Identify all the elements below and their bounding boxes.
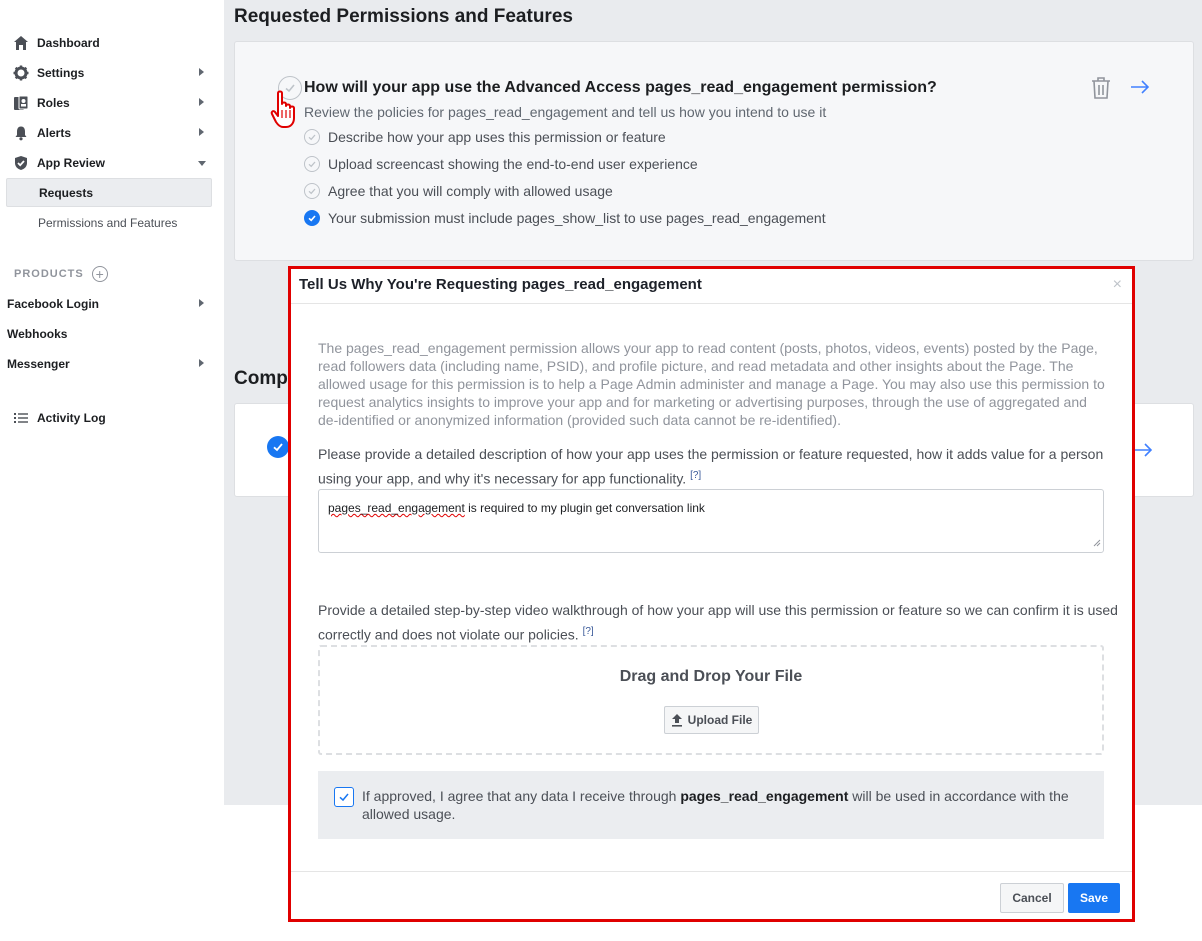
file-dropzone[interactable] (318, 645, 1104, 755)
close-icon[interactable]: × (1112, 276, 1122, 293)
sidebar-item-activity-log[interactable] (6, 403, 212, 433)
shield-check-icon (13, 155, 29, 171)
permission-title[interactable]: How will your app use the Advanced Access pages_read_engagement permission? (304, 79, 937, 96)
sidebar (0, 0, 224, 941)
sidebar-item-label: Facebook Login (7, 297, 100, 311)
requirement-text: Agree that you will comply with allowed usage (328, 183, 613, 199)
chevron-right-icon (199, 359, 204, 367)
add-product-icon[interactable]: + (92, 266, 108, 282)
answer-text: is required to my plugin get conversation link (464, 501, 705, 515)
bell-icon (13, 125, 29, 141)
upload-icon (671, 713, 683, 727)
home-icon (13, 35, 29, 51)
sidebar-item-label: Activity Log (37, 411, 106, 425)
permission-description: The pages_read_engagement permission allows your app to read content (posts, photos, videos, events) posted by the Page, read followers data (including name, PSID), and profile picture, and read metadata and other insights about the Page. The allowed usage for this permission is to help a Page Admin administer and manage a Page. You may also use this permission to request analytics insights to improve your app and for marketing or advertising purposes, through the use of aggregated and de-identified or anonymized information (provided such data cannot be re-identified). (318, 340, 1105, 428)
requirement-item (304, 154, 698, 174)
sidebar-item-label: Webhooks (7, 327, 68, 341)
sidebar-item-label: Settings (37, 66, 85, 80)
sidebar-item-messenger[interactable] (0, 349, 206, 379)
help-link[interactable]: [?] (582, 626, 594, 637)
sidebar-subitem-requests[interactable] (6, 178, 212, 207)
section-title: Requested Permissions and Features (234, 6, 573, 27)
permission-card (234, 41, 1194, 261)
sidebar-item-label: Messenger (7, 357, 70, 371)
arrow-right-icon[interactable] (1130, 79, 1150, 100)
dropzone-title: Drag and Drop Your File (619, 668, 803, 685)
upload-file-label: Upload File (687, 713, 753, 727)
sidebar-subitem-permissions[interactable] (6, 208, 212, 237)
agreement-text (362, 787, 1082, 823)
roles-icon (13, 95, 29, 111)
sidebar-item-webhooks[interactable] (0, 319, 206, 349)
products-section-label (14, 266, 108, 282)
completed-check-icon (304, 210, 320, 226)
arrow-right-icon[interactable] (1133, 442, 1153, 463)
sidebar-item-app-review[interactable] (6, 148, 212, 178)
sidebar-item-label: Roles (37, 96, 70, 110)
answer-misspelled-word: pages_read_engagement (328, 501, 465, 515)
request-dialog (288, 266, 1135, 922)
chevron-right-icon (199, 128, 204, 136)
permission-subtitle: Review the policies for pages_read_engagement and tell us how you intend to use it (304, 104, 827, 120)
requirement-item (304, 127, 666, 147)
sidebar-item-facebook-login[interactable] (0, 289, 206, 319)
chevron-right-icon (199, 98, 204, 106)
usage-question-text: Please provide a detailed description of how your app uses the permission or feature requested, how it adds value for a person using your app, and why it's necessary for app functionality. (318, 446, 1104, 487)
requirement-text: Upload screencast showing the end-to-end user experience (328, 156, 698, 172)
chevron-down-icon (198, 161, 206, 166)
sidebar-item-settings[interactable] (6, 58, 212, 88)
screencast-question-text: Provide a detailed step-by-step video walkthrough of how your app will use this permission or feature so we can confirm it is used correctly and does not violate our policies. (318, 602, 1118, 643)
requirement-item (304, 208, 826, 228)
usage-question (318, 443, 1118, 490)
dialog-title: Tell Us Why You're Requesting pages_read_engagement (299, 276, 702, 293)
cancel-button[interactable]: Cancel (1000, 883, 1064, 913)
screencast-question (318, 599, 1118, 646)
agreement-permission: pages_read_engagement (680, 788, 849, 804)
chevron-right-icon (199, 68, 204, 76)
pending-check-icon (304, 156, 320, 172)
gear-icon (13, 65, 29, 81)
dialog-footer (291, 871, 1132, 919)
sidebar-item-label: Dashboard (37, 36, 100, 50)
pending-check-icon (304, 183, 320, 199)
completed-section-title: Comp (234, 368, 288, 389)
save-button[interactable]: Save (1068, 883, 1120, 913)
resize-grip-icon[interactable] (1093, 536, 1101, 550)
requirement-text: Describe how your app uses this permission or feature (328, 129, 666, 145)
requirement-item (304, 181, 613, 201)
products-label-text: PRODUCTS (14, 268, 84, 280)
upload-file-button[interactable] (664, 706, 759, 734)
agreement-suffix: will be used in accordance with the allowed usage. (362, 788, 1069, 822)
help-link[interactable]: [?] (690, 470, 702, 481)
sidebar-item-roles[interactable] (6, 88, 212, 118)
list-icon (13, 410, 29, 426)
sidebar-subitem-label: Requests (39, 185, 94, 200)
hand-cursor-icon (270, 90, 300, 135)
completed-check-icon (267, 436, 289, 458)
sidebar-item-label: App Review (37, 156, 106, 170)
agreement-checkbox[interactable] (334, 787, 354, 807)
sidebar-item-dashboard[interactable] (6, 28, 212, 58)
requirement-text: Your submission must include pages_show_list to use pages_read_engagement (328, 210, 826, 226)
agreement-panel (318, 771, 1104, 839)
sidebar-item-alerts[interactable] (6, 118, 212, 148)
pending-check-icon (304, 129, 320, 145)
usage-description-input[interactable] (318, 489, 1104, 553)
sidebar-subitem-label: Permissions and Features (38, 215, 178, 230)
trash-icon[interactable] (1090, 76, 1112, 105)
sidebar-item-label: Alerts (37, 126, 72, 140)
dialog-header (291, 269, 1132, 304)
agreement-prefix: If approved, I agree that any data I receive through (362, 788, 681, 804)
chevron-right-icon (199, 299, 204, 307)
